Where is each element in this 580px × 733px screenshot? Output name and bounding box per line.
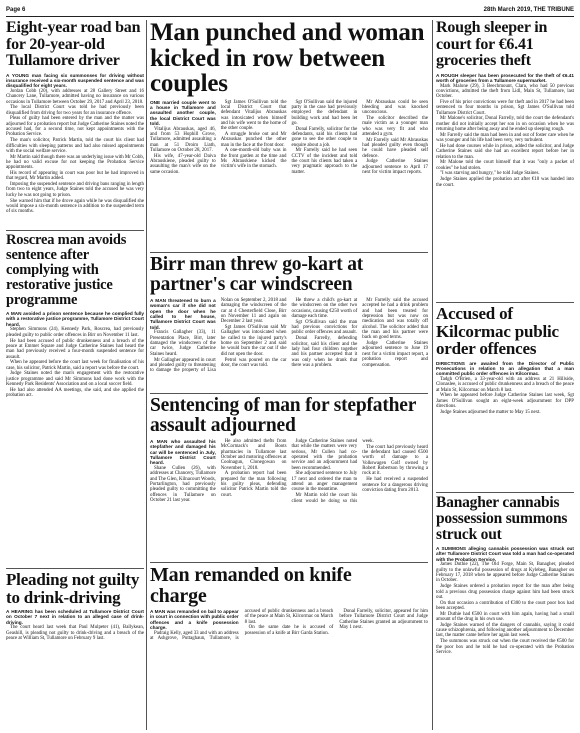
section-rule (150, 393, 428, 394)
article-body (436, 73, 574, 188)
paragraph: Five of his prior convictions were for theft and in 2017 he had been sentenced to four months in prison, Sgt James O'Sullivan told Tullamore District Court. (436, 100, 574, 116)
article-couples (150, 20, 428, 250)
lead-paragraph: A ROUGH sleeper has been prosecuted for the theft of €6.41 worth of groceries from a Tullamore supermarket. (436, 72, 574, 83)
paragraph: His record of appearing in court was poor but he had improved in that regard, Mr Martin added. (6, 171, 144, 182)
paragraph: Padraig Kelly, aged 33 and with an address at Ashgrove, Puttaghaun, Tullamore, is accused of public drunkenness and a breach of the peace at Main St, Kilcormac on March 8 last. (150, 609, 334, 642)
article-body (6, 73, 144, 215)
lead-paragraph: A MAN avoided a prison sentence because he complied fully with a restorative justice programme, Tullamore District Court heard. (6, 311, 144, 327)
article-gokart (150, 255, 428, 391)
article-rough-sleeper (436, 20, 574, 300)
paragraph: James Duthie (22), The Old Forge, Main St, Banagher, pleaded guilty to the unlawful possession of drugs at Kylebeg, Banagher on February 17, 2018 when he appeared before Judge Catherine Staines in October. (436, 562, 574, 584)
headline: Roscrea man avoids sentence after complying with restorative justice programme (6, 233, 127, 308)
paragraph: Sgt James O'Sullivan told the local District Court that defendant Vitalijus Abrauskas was intoxicated when himself and his wife went to the home of the other couple. (220, 99, 287, 132)
page-header (6, 5, 574, 17)
headline: Man remanded on knife charge (150, 565, 352, 607)
paragraph: Judge Staines noted the man's engagement with the restorative justice programme and said Mr Simmons had done work with the Kennedy Park Residents' Association and on a local soccer field. (6, 371, 144, 388)
page-number: Page 6 (6, 7, 26, 13)
paragraph: His wife, 47-year-old Daiva Abrauskiene, pleaded guilty to assaulting the man's wife on the same occasion. (150, 153, 216, 175)
article-body (150, 100, 428, 224)
article-body (436, 546, 574, 655)
paragraph: Petrol was poured on the car door, the court was told. (220, 357, 287, 368)
paragraph: Mr Martin told the court his client would be doing so this week. (291, 439, 374, 504)
paragraph: The court heard last week that Paul Mulpeter (41), Ballykean, Geashill, is pleading not guilty to drink-driving and a breach of the peace at William St, Tullamore on February 9 last. (6, 625, 144, 642)
paragraph: He had received a suspended sentence for a dangerous driving conviction dating from 2013. (362, 477, 428, 493)
paragraph: Judge Staines applied the probation act after €10 was handed into the court. (436, 177, 574, 188)
lead-paragraph: A YOUNG man facing six summonses for driving without insurance received a six-month suspended sentence and was disqualified for eight years. (6, 72, 144, 89)
paragraph: The man's solicitor, Patrick Martin, told the court his client had difficulties with sleeping patterns and had also missed appointments with the social welfare service. (6, 138, 144, 154)
headline: Accused of Kilcormac public order offences (436, 305, 559, 358)
lead-paragraph: A MAN threatened to burn a woman's car if she did not open the door when he called to her house, Tullamore District Court was told. (150, 298, 216, 330)
headline: Rough sleeper in court for €6.41 groceries theft (436, 20, 548, 69)
section-rule (436, 302, 574, 303)
paragraph: He threw a child's go-kart at the windscreen on the other two occasions, causing €250 worth of damage each time. (291, 298, 358, 320)
paragraph: On that occasion a contribution of €300 to the court poor box had been accepted. (436, 600, 574, 611)
article-not-guilty (6, 571, 144, 731)
lead-paragraph: A SUMMONS alleging cannabis possession was struck out after Tullamore District Court was told a man had co-operated with the Probation Service. (436, 546, 574, 562)
section-rule (6, 230, 144, 231)
article-body (150, 298, 428, 388)
paragraph: Mark Malone (29), 3 Beechmount, Clara, who had 50 previous convictions, admitted the theft from Lidl, Main St, Tullamore, last October. (436, 83, 574, 100)
section-rule (436, 492, 574, 493)
paragraph: He also admitted thefts from McCormack's and Boots pharmacies in Tullamore last October and motoring offences at Coolnagun, Clonegowan on November 1, 2018. (220, 439, 287, 471)
paragraph: She adjourned sentence to July 17 next and ordered the man to attend an anger management course in the meantime. (291, 471, 358, 493)
paragraph: Tadgh O'Brien, a 33-year-old with an address at 21 Hillside, Clonaslee, is accused of public drunkenness and a breach of the peace at Main St, Kilcormac on March 8 last. (436, 376, 574, 393)
paragraph: Sgt O'Sullivan said the man had previous convictions for public order offences and assault. (291, 319, 358, 336)
headline: Birr man threw go-kart at partner's car windscreen (150, 255, 364, 295)
lead-paragraph: A HEARING has been scheduled at Tullamore District Court on October 7 next in relation to an alleged case of drink-driving. (6, 609, 144, 625)
headline: Man punched and woman kicked in row between couples (150, 20, 425, 97)
article-body (6, 311, 144, 398)
paragraph: He had done courses while in prison, added the solicitor, and Judge Catherine Staines said she had an excellent report before her in relation to the man. (436, 143, 574, 160)
paragraph: A one-month-old baby was in the front garden at the time and Ms Abrauskiene kicked the victim's wife in the stomach. (220, 148, 287, 170)
headline: Banagher cannabis possession summons struck out (436, 495, 568, 543)
article-kilcormac (436, 305, 574, 490)
paragraph: He had also attended AA meetings, she said, and she applied the probation act. (6, 387, 144, 399)
paragraph: Judge Catherine Staines adjourned sentence to June 19 next for a victim impact report, a probation report and compensation. (362, 341, 428, 368)
paragraph: Judge Staines adjourned the matter to May 15 next. (440, 409, 541, 415)
paragraph: Donal Farrelly, solicitor, appeared for him before Tullamore District Court and Judge Catherine Staines granted an adjournment to May 1 next. (339, 609, 428, 631)
paragraph: Donal Farrelly, solicitor for the defendants, said his clients had gone to see the other couple to enquire about a job. (291, 126, 358, 148)
column-rule (146, 20, 147, 730)
article-body (436, 361, 574, 416)
article-roscrea (6, 233, 144, 566)
paragraph: Judge Catherine Staines adjourned sentence to April 17 next for victim impact reports. (362, 159, 428, 176)
lead-paragraph: ONE married couple went to a house in Tullamore and assaulted another couple, the local District Court was told. (150, 99, 216, 126)
paragraph: Vitalijus Abrauskas, aged 46, and from 53 Hophill Grove, Tullamore, admitted assaulting a man at 51 Droim Liath, Tullamore on October 28, 2017. (150, 126, 216, 153)
section-rule (150, 252, 428, 253)
section-rule (150, 562, 428, 563)
paragraph: Pleas of guilty had been entered by the man and the matter was adjourned for a probation report but Judge Catherine Staines noted the accused had, for a second time, not kept appointments with the Probation Service. (6, 116, 144, 138)
article-body (150, 439, 428, 557)
article-body (6, 609, 144, 641)
paragraph: Donal Farrelly, defending solicitor, said his client and the lady had four children together and his partner accepted that it was only when he drank that there was a problem. (291, 336, 358, 368)
paragraph: The solicitor described the male victim as a younger man who was very fit and who attended a gym. (362, 115, 428, 137)
paragraph: Mr Gallagher appeared in court and pleaded guilty to threatening to damage the property of Lisa Nolan on September 2, 2018 and damaging the windscreen of the car at 4 Chesterfield Close, Birr on November 11 and again on December 2 last year. (150, 298, 287, 374)
paragraph: Mr Abrauskas could be seen bleeding and was knocked unconscious. (362, 99, 428, 116)
paragraph: Francis Gallagher (33), 11 Presentation Place, Birr, later damaged the windscreen of the car twice, Judge Catherine Staines heard. (150, 330, 216, 357)
headline: Pleading not guilty to drink-driving (6, 571, 140, 607)
paragraph: Mr Farrelly said the man had been in and out of foster care when he was younger and his life had been very, very turbulent. (436, 132, 574, 144)
article-body (150, 609, 428, 727)
paragraph: Mr Farrelly said he had seen CCTV of the incident and told the court his clients had taken a very pragmatic approach to the matter. (291, 148, 358, 175)
article-knife (150, 565, 428, 731)
lead-paragraph: DIRECTIONS are awaited from the Director of Public Prosecutions in relation to an allegation that a man committed public order offences in Kilcormac. (436, 360, 574, 377)
paragraph: On the same date he is accused of possession of a knife at Birr Garda Station. (244, 625, 334, 636)
headline: Sentencing of man for stepfather assault adjourned (150, 396, 416, 436)
paragraph: Sgt James O'Sullivan said Mr Gallagher was intoxicated when he called to the injured party's home on September 2 and said he would burn the car out if she did not open the door. (220, 325, 287, 357)
paragraph: Jordan Cobb (20), with addresses at 28 Gallery Street and 16 Chancery Lane, Tullamore, admitted having no insurance on various occasions in Tullamore between October 29, 2017 and April 23, 2018. (6, 88, 144, 105)
paragraph: Imposing the suspended sentence and driving bans ranging in length from two to eight years, Judge Staines told the accused he was very lucky he was not going to prison. (6, 182, 144, 198)
lead-paragraph: A MAN who assaulted his stepfather and damaged his car will be sentenced in July, Tullamore District Court heard. (150, 439, 216, 466)
paragraph: Mr Martin said though there was an underlying issue with Mr Cobb, he had no valid excuse for not keeping the Probation Service appointments. (6, 154, 144, 171)
paragraph: Mr Farrelly said the accused accepted he had a drink problem and had been treated for depression but was now on medication and was totally off alcohol. The solicitor added that the man and his partner were back on good terms. (362, 298, 428, 341)
paragraph: Judge Catherine Staines noted that while the matters were very serious, Mr Cullen had co-operated with the probation service and an adjournment had been recommended. (291, 439, 358, 471)
lead-paragraph: A MAN was remanded on bail to appear in court in connection with public order offences and a knife possession charge. (150, 609, 239, 631)
paragraph: Shane Cullen (26), with addresses at Chancery, Tullamore and The Glen, Kilnacourt Woods, Portarlington, had previously pleaded guilty to committing the offences in Tullamore on October 21 last year. (150, 466, 216, 504)
paragraph: The local District Court was told he had previously been disqualified from driving for two years for an insurance offence. (6, 105, 144, 116)
column-rule (432, 20, 433, 730)
section-rule (6, 568, 144, 569)
paragraph: Sgt O'Sullivan said the injured party in the case had previously employed the defendant in building work and had been let go. (291, 99, 358, 126)
article-cannabis (436, 495, 574, 731)
paragraph: Judge Staines warned of the dangers of cannabis, saying it could cause schizophrenia, and following another adjournment to December last, the matter came before her again last week. (436, 622, 574, 639)
paragraph: "I was starving and hungry," he told Judge Staines. (440, 171, 540, 177)
paragraph: Mr Duthie had €500 in court with him again, having had a small amount of the drug in his own use. (436, 611, 574, 623)
paragraph: A probation report had been prepared for the man following his guilty pleas, defending solicitor Patrick Martin told the court. (220, 471, 287, 498)
paragraph: Mr Malone told the court himself that it was "only a packet of cookies" he had stolen. (436, 160, 574, 171)
paragraph: The summons was struck out when the court received the €500 for the poor box and he told he had co-operated with the Probation Service. (436, 639, 574, 655)
article-stepfather (150, 396, 428, 560)
article-road-ban (6, 20, 144, 228)
paragraph: Mr Malone's solicitor, Donal Farrelly, told the court the defendant's mother did not initially accept her son in on occasion when he was returning home after being away and he ended up sleeping rough. (436, 116, 574, 133)
paragraph: Mr Farrelly said Mr Abrauskas had pleaded guilty even though he could have pleaded self defence. (362, 137, 428, 159)
paragraph: The court had previously heard the defendant had caused €500 worth of damage to a Volkswagen Golf owned by Robert Robertson by throwing a rock at it. (362, 444, 428, 477)
issue-date: 28th March 2019, THE TRIBUNE (483, 7, 574, 13)
paragraph: He had been accused of public drunkenness and a breach of the peace at Emmet Square and Judge Catherine Staines had heard the man had previously received a four-month suspended sentence for assault. (6, 338, 144, 360)
paragraph: A struggle broke out and Mr Abrauskas punched the other man in the face at the front door. (220, 131, 287, 148)
paragraph: Stephen Simmons (24), Kennedy Park, Roscrea, had previously pleaded guilty to public order offences in Birr on November 11 last. (6, 327, 144, 338)
paragraph: Judge Staines ordered a probation report for the man after being told a previous drug possession charge against him had been struck out. (436, 584, 574, 600)
paragraph: When he appeared before the court last week for finalisation of his case, his solicitor, Patrick Martin, said a report was before the court. (6, 360, 144, 371)
paragraph: When he appeared before Judge Catherine Staines last week, Sgt James O'Sullivan sought an eight-week adjournment for DPP directions. (436, 393, 574, 410)
headline: Eight-year road ban for 20-year-old Tullamore driver (6, 20, 141, 69)
paragraph: She warned him that if he drove again while he was disqualified she would impose a six-month sentence in addition to the suspended term of six months. (6, 198, 144, 215)
